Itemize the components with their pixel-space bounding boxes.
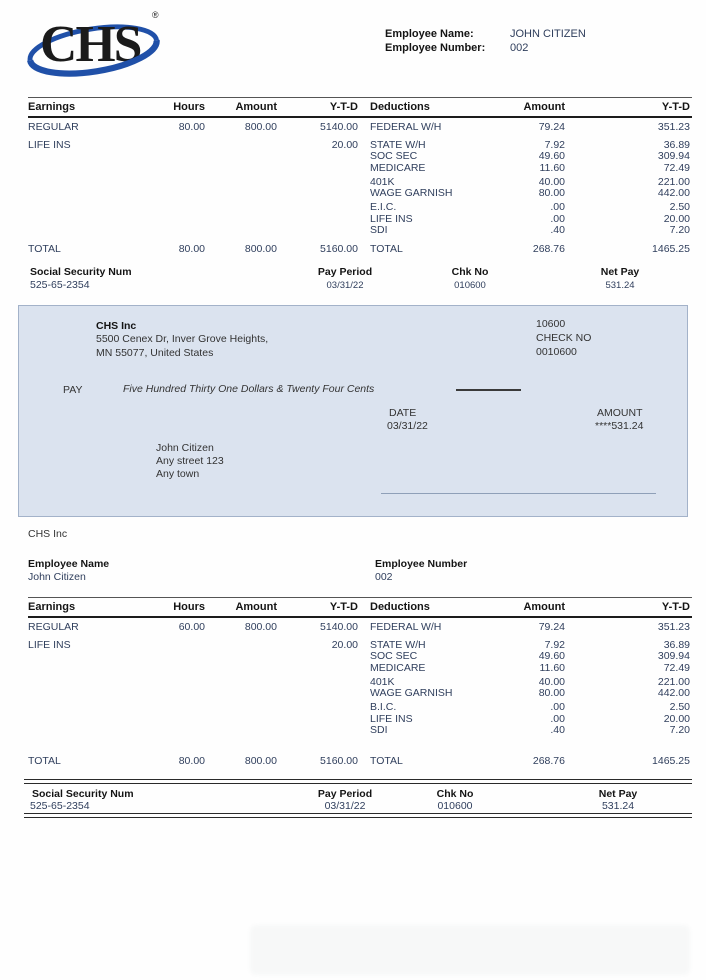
table2-header-row: Earnings Hours Amount Y-T-D Deductions Amount Y-T-D bbox=[28, 601, 690, 613]
deduction-row: FEDERAL W/H 79.24 351.23 bbox=[370, 121, 690, 133]
table2-top-rule bbox=[28, 597, 692, 598]
deduction-row: WAGE GARNISH 80.00 442.00 bbox=[370, 687, 690, 699]
stub2-chk-no-value: 010600 bbox=[437, 800, 473, 812]
check-company-address1: 5500 Cenex Dr, Inver Grove Heights, bbox=[96, 333, 269, 345]
col-earnings: Earnings bbox=[28, 101, 76, 113]
earning-hours: 80.00 bbox=[178, 121, 205, 133]
earning-ytd: 5140.00 bbox=[320, 121, 358, 133]
stub2-pay-period-value: 03/31/22 bbox=[324, 800, 366, 812]
stub2-net-pay-value: 531.24 bbox=[601, 800, 635, 812]
deduction-row: B.I.C. .00 2.50 bbox=[370, 701, 690, 713]
ded-total-ytd: 1465.25 bbox=[652, 243, 690, 255]
check-number-small: 10600 bbox=[536, 318, 566, 330]
deduction-row: E.I.C. .00 2.50 bbox=[370, 201, 690, 213]
table2-deductions bbox=[370, 621, 690, 736]
scan-watermark bbox=[250, 925, 690, 975]
stub2-employee-number-label: Employee Number bbox=[375, 558, 468, 570]
col-hours: Hours bbox=[173, 101, 205, 113]
date-label: DATE bbox=[389, 407, 417, 419]
deduction-row: STATE W/H 7.92 36.89 bbox=[370, 638, 690, 651]
table1-header-rule bbox=[28, 116, 692, 118]
ssn-value: 525-65-2354 bbox=[30, 279, 90, 291]
footer-company-name: CHS Inc bbox=[28, 528, 68, 540]
signature-line bbox=[381, 493, 656, 494]
check-no-value: 0010600 bbox=[536, 346, 577, 358]
deduction-row: LIFE INS .00 20.00 bbox=[370, 712, 690, 725]
ded-total-amount: 268.76 bbox=[532, 243, 565, 255]
payee-address1: Any street 123 bbox=[156, 455, 224, 467]
check-company-name: CHS Inc bbox=[96, 320, 137, 332]
net-pay-value: 531.24 bbox=[605, 280, 635, 291]
ssn-label: Social Security Num bbox=[30, 266, 132, 278]
deduction-row: MEDICARE 11.60 72.49 bbox=[370, 661, 690, 674]
stub2-pay-period-label: Pay Period bbox=[317, 788, 373, 800]
col-deductions: Deductions bbox=[370, 101, 430, 113]
earning-label: REGULAR bbox=[28, 121, 79, 133]
pay-period-value: 03/31/22 bbox=[326, 280, 364, 291]
deduction-row: WAGE GARNISH 80.00 442.00 bbox=[370, 187, 690, 199]
amount-value: ****531.24 bbox=[595, 420, 644, 432]
stub2-net-pay-label: Net Pay bbox=[598, 788, 638, 800]
deduction-row: SOC SEC 49.60 309.94 bbox=[370, 650, 690, 662]
stub2-ssn-label: Social Security Num bbox=[32, 788, 134, 800]
table1-total-row bbox=[28, 243, 692, 255]
amount-label: AMOUNT bbox=[597, 407, 643, 419]
earning-ytd: 20.00 bbox=[331, 138, 358, 151]
table2-total-row: TOTAL 80.00 800.00 5160.00 TOTAL 268.76 1465.25 bbox=[28, 755, 690, 767]
employee-name-label: Employee Name: bbox=[385, 28, 474, 40]
total-hours: 80.00 bbox=[178, 243, 205, 255]
chk-no-value: 010600 bbox=[454, 280, 486, 291]
earnings-row: REGULAR 60.00 800.00 5140.00 bbox=[28, 621, 358, 633]
summary2-bottom-rule bbox=[24, 813, 692, 818]
earning-amount: 800.00 bbox=[244, 121, 277, 133]
table2-earnings bbox=[28, 621, 358, 650]
table1-header-row bbox=[28, 101, 692, 114]
deduction-row: SOC SEC 49.60 309.94 bbox=[370, 150, 690, 162]
net-pay-label: Net Pay bbox=[600, 266, 640, 278]
col-amount: Amount bbox=[235, 101, 277, 113]
col-ded-amount: Amount bbox=[523, 101, 565, 113]
col-ytd: Y-T-D bbox=[329, 101, 358, 113]
deduction-row: 401K 40.00 221.00 bbox=[370, 675, 690, 688]
amount-in-words: Five Hundred Thirty One Dollars & Twenty Four Cents bbox=[123, 383, 375, 395]
deduction-row: STATE W/H 7.92 36.89 bbox=[370, 138, 690, 151]
total-label: TOTAL bbox=[28, 243, 61, 255]
trademark-icon: ® bbox=[152, 10, 159, 21]
employee-number-value: 002 bbox=[510, 42, 529, 54]
summary2-top-rule bbox=[24, 779, 692, 784]
deduction-row: LIFE INS .00 20.00 bbox=[370, 212, 690, 225]
deduction-row: MEDICARE 11.60 72.49 bbox=[370, 161, 690, 174]
table1-top-rule bbox=[28, 97, 692, 98]
chk-no-label: Chk No bbox=[451, 266, 489, 278]
check-company-address2: MN 55077, United States bbox=[96, 347, 214, 359]
table1-deductions bbox=[370, 121, 690, 236]
payee-name: John Citizen bbox=[156, 442, 214, 454]
deduction-row: FEDERAL W/H 79.24 351.23 bbox=[370, 621, 690, 633]
amount-words-dash-line bbox=[456, 389, 521, 391]
chs-logo bbox=[16, 4, 176, 84]
check-no-label: CHECK NO bbox=[536, 332, 592, 344]
ded-total-label: TOTAL bbox=[370, 243, 403, 255]
stub2-employee-name-label: Employee Name bbox=[28, 558, 110, 570]
table1-earnings bbox=[28, 121, 358, 150]
stub2-employee-number-value: 002 bbox=[375, 571, 393, 583]
deduction-row: 401K 40.00 221.00 bbox=[370, 175, 690, 188]
date-value: 03/31/22 bbox=[387, 420, 428, 432]
stub2-chk-no-label: Chk No bbox=[436, 788, 474, 800]
employee-number-label: Employee Number: bbox=[385, 42, 486, 54]
earnings-row bbox=[28, 121, 358, 133]
total-amount: 800.00 bbox=[244, 243, 277, 255]
table2-header-rule bbox=[28, 616, 692, 618]
employee-name-value: JOHN CITIZEN bbox=[510, 28, 586, 40]
stub2-ssn-value: 525-65-2354 bbox=[30, 800, 90, 812]
payee-address2: Any town bbox=[156, 468, 200, 480]
total-ytd: 5160.00 bbox=[320, 243, 358, 255]
earning-label: LIFE INS bbox=[28, 138, 71, 151]
check-region bbox=[18, 305, 688, 517]
col-ded-ytd: Y-T-D bbox=[661, 101, 690, 113]
deduction-row: SDI .40 7.20 bbox=[370, 724, 690, 736]
deduction-row: SDI .40 7.20 bbox=[370, 224, 690, 236]
pay-label: PAY bbox=[63, 384, 83, 396]
chs-logo-text: CHS bbox=[40, 15, 141, 73]
earnings-row bbox=[28, 139, 358, 151]
stub2-employee-name-value: John Citizen bbox=[28, 571, 86, 583]
pay-period-label: Pay Period bbox=[317, 266, 373, 278]
earnings-row: LIFE INS 20.00 bbox=[28, 638, 358, 651]
